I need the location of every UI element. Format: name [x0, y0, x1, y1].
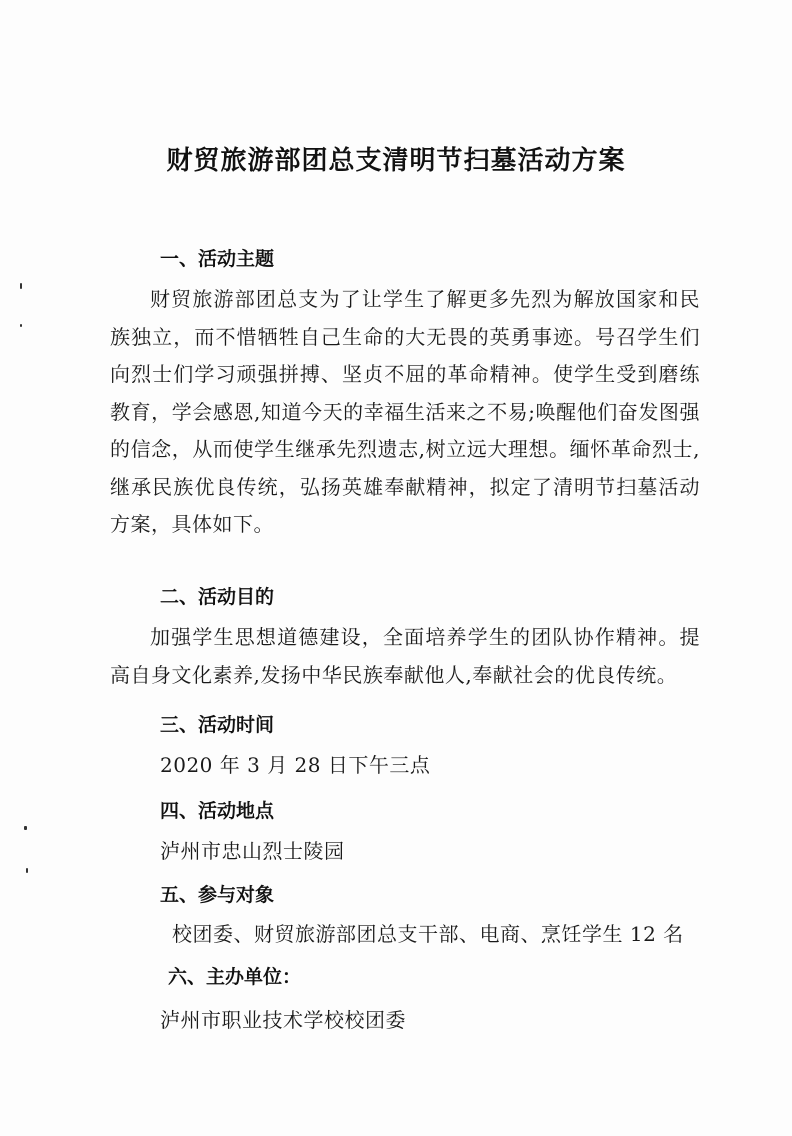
section-heading-location: 四、活动地点: [160, 800, 275, 822]
scan-speck: [26, 868, 28, 873]
scan-speck: [24, 826, 27, 830]
section-heading-time: 三、活动时间: [160, 714, 275, 736]
section-heading-purpose: 二、活动目的: [160, 586, 275, 608]
section-body-participants: 校团委、财贸旅游部团总支干部、电商、烹饪学生 12 名: [172, 922, 684, 946]
section-heading-organizer: 六、主办单位：: [168, 966, 302, 988]
section-body-purpose: 加强学生思想道德建设，全面培养学生的团队协作精神。提高自身文化素养,发扬中华民族奉献他人,奉献社会的优良传统。: [110, 625, 700, 687]
section-body-time: 2020 年 3 月 28 日下午三点: [160, 753, 431, 777]
section-body-location: 泸州市忠山烈士陵园: [160, 839, 345, 863]
scan-speck: [20, 283, 22, 289]
section-heading-theme: 一、活动主题: [160, 248, 275, 270]
section-body-theme: 财贸旅游部团总支为了让学生了解更多先烈为解放国家和民族独立，而不惜牺牲自己生命的大无畏的英勇事迹。号召学生们向烈士们学习顽强拼搏、坚贞不屈的革命精神。使学生受到磨练教育，学会感恩,知道今天的幸福生活来之不易;唤醒他们奋发图强的信念，从而使学生继承先烈遗志,树立远大理想。缅怀革命烈士,继承民族优良传统，弘扬英雄奉献精神，拟定了清明节扫墓活动方案，具体如下。: [110, 287, 700, 536]
scan-speck: [20, 324, 22, 327]
document-title: 财贸旅游部团总支清明节扫墓活动方案: [166, 146, 626, 176]
section-body-organizer: 泸州市职业技术学校校团委: [160, 1008, 406, 1032]
section-heading-participants: 五、参与对象: [160, 884, 275, 906]
